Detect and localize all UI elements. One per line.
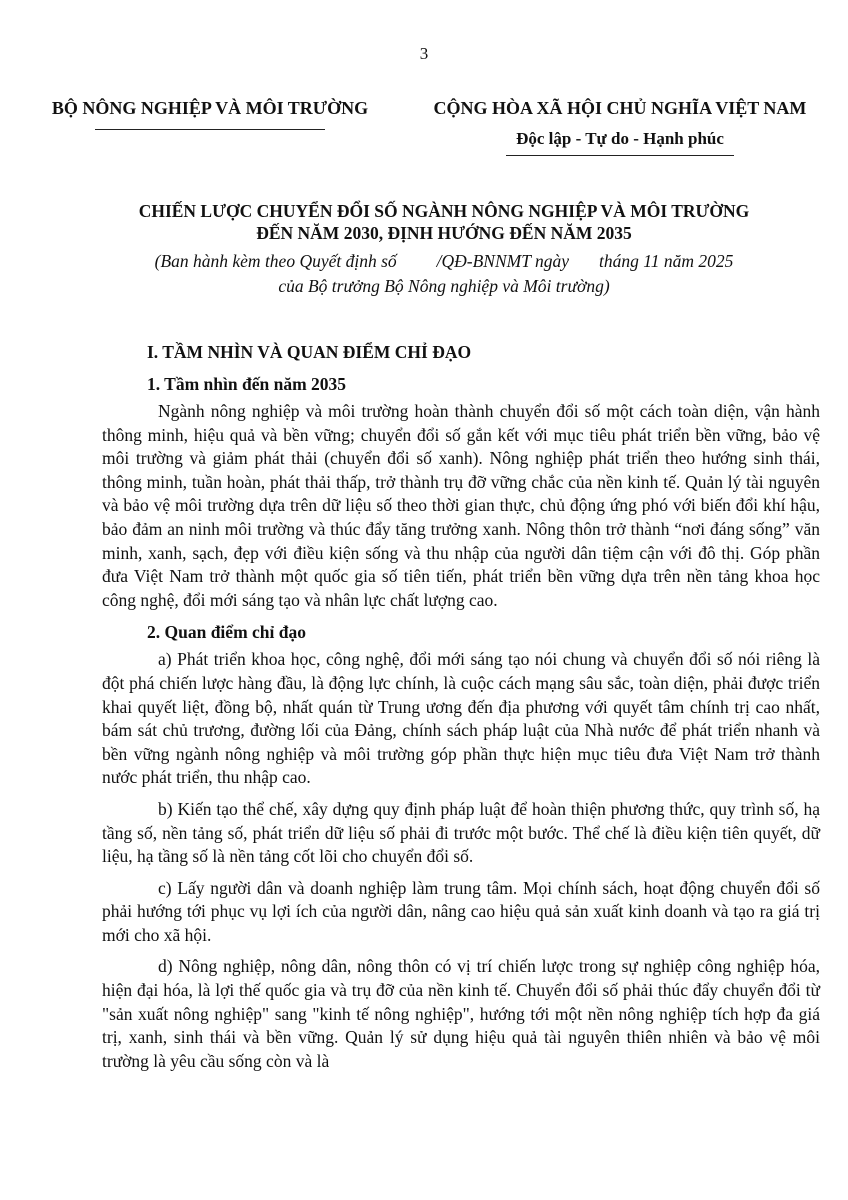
- document-title-line-2: ĐẾN NĂM 2030, ĐỊNH HƯỚNG ĐẾN NĂM 2035: [256, 223, 632, 243]
- paragraph-principle-b: b) Kiến tạo thể chế, xây dựng quy định pháp luật để hoàn thiện phương thức, quy trình số, hạ tầng số, nền tảng số, phát triển dữ liệu số phải đi trước một bước. Thể chế là điều kiện tiên quyết, dữ liệu, hạ tầng số là nền tảng cốt lõi cho chuyển đổi số.: [102, 798, 820, 867]
- issuance-note: [40, 249, 848, 299]
- motto-underline: [506, 155, 734, 156]
- paragraph-principle-a: a) Phát triển khoa học, công nghệ, đổi mới sáng tạo nói chung và chuyển đổi số nói riêng là đột phá chiến lược hàng đầu, là động lực chính, là cuộc cách mạng sâu sắc, toàn diện, phải được triển khai quyết liệt, đồng bộ, nhất quán từ Trung ương đến địa phương với quyết tâm chính trị cao nhất, bám sát chủ trương, đường lối của Đảng, chính sách pháp luật của Nhà nước để phát triển nhanh và bền vững ngành nông nghiệp và môi trường góp phần thực hiện mục tiêu đưa Việt Nam trở thành nước phát triển, thu nhập cao.: [102, 649, 820, 788]
- document-title-block: [40, 200, 848, 299]
- subsection-heading-vision: 1. Tầm nhìn đến năm 2035: [147, 374, 347, 394]
- document-title-line-1: CHIẾN LƯỢC CHUYỂN ĐỔI SỐ NGÀNH NÔNG NGHIỆP VÀ MÔI TRƯỜNG: [138, 201, 750, 221]
- issuance-note-part-3: tháng 11 năm 2025: [599, 251, 734, 271]
- national-header: [410, 98, 830, 156]
- agency-header: [36, 98, 384, 130]
- paragraph-principle-d: d) Nông nghiệp, nông dân, nông thôn có vị trí chiến lược trong sự nghiệp công nghiệp hóa, hiện đại hóa, là lợi thế quốc gia và trụ đỡ của nền kinh tế. Chuyển đổi số phải thúc đẩy chuyển đổi từ "sản xuất nông nghiệp" sang "kinh tế nông nghiệp", hướng tới một nền nông nghiệp tích hợp đa giá trị, xanh, sinh thái và bền vững. Quản lý sử dụng hiệu quả tài nguyên thiên nhiên và bảo vệ môi trường là yêu cầu sống còn và là: [102, 956, 820, 1071]
- issuance-note-part-1: (Ban hành kèm theo Quyết định số: [154, 251, 397, 271]
- issuance-note-part-2: /QĐ-BNNMT ngày: [436, 251, 570, 271]
- subsection-heading-principles: 2. Quan điểm chỉ đạo: [147, 622, 306, 643]
- agency-name: BỘ NÔNG NGHIỆP VÀ MÔI TRƯỜNG: [51, 98, 369, 118]
- issuance-note-line-1: [40, 249, 848, 274]
- page-number: 3: [419, 44, 429, 63]
- paragraph-vision: Ngành nông nghiệp và môi trường hoàn thành chuyển đổi số một cách toàn diện, vận hành thông minh, hiệu quả và bền vững; chuyển đổi số gắn kết với mục tiêu phát triển bền vững, bảo vệ môi trường và giảm phát thải (chuyển đổi số xanh). Nông nghiệp phát triển theo hướng sinh thái, thông minh, tuần hoàn, phát thải thấp, trở thành trụ đỡ vững chắc của nền kinh tế. Quản lý tài nguyên và bảo vệ môi trường dựa trên dữ liệu số theo thời gian thực, chủ động ứng phó với biến đổi khí hậu, bảo đảm an ninh môi trường và thúc đẩy tăng trưởng xanh. Nông thôn trở thành “nơi đáng sống” văn minh, xanh, sạch, đẹp với điều kiện sống và thu nhập của người dân tiệm cận với đô thị. Góp phần đưa Việt Nam trở thành một quốc gia số tiên tiến, phát triển bền vững dựa trên nền tảng khoa học công nghệ, đổi mới sáng tạo và nhân lực chất lượng cao.: [102, 401, 820, 610]
- agency-underline: [95, 129, 325, 130]
- national-motto: Độc lập - Tự do - Hạnh phúc: [516, 129, 724, 148]
- issuance-note-line-2: của Bộ trưởng Bộ Nông nghiệp và Môi trường): [278, 276, 610, 296]
- document-body: [102, 340, 820, 1081]
- section-heading-1: I. TẦM NHÌN VÀ QUAN ĐIỂM CHỈ ĐẠO: [147, 342, 472, 362]
- paragraph-principle-c: c) Lấy người dân và doanh nghiệp làm trung tâm. Mọi chính sách, hoạt động chuyển đổi số phải hướng tới phục vụ lợi ích của người dân, nâng cao hiệu quả sản xuất kinh doanh và tạo ra giá trị mới cho xã hội.: [102, 877, 820, 945]
- nation-name: CỘNG HÒA XÃ HỘI CHỦ NGHĨA VIỆT NAM: [433, 98, 807, 118]
